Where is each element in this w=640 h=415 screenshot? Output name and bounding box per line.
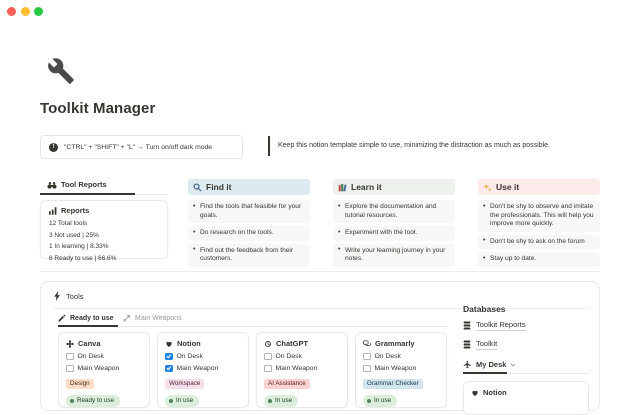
chevron-down-icon	[510, 362, 516, 368]
binoculars-icon	[47, 181, 57, 189]
check-row-on-desk[interactable]	[66, 353, 142, 361]
check-label: Main Weapon	[77, 364, 120, 372]
tab-my-desk-label: My Desk	[476, 360, 507, 369]
tools-header-divider	[53, 308, 589, 309]
tool-card-grammarly[interactable]	[355, 332, 447, 408]
quote-block	[268, 136, 608, 156]
check-row-main-weapon[interactable]	[66, 365, 142, 373]
list-item: • Don't be shy to ask on the forum	[478, 235, 600, 250]
reports-card[interactable]	[40, 200, 168, 262]
callout-text: "CTRL" + "SHIFT" + "L" → Turn on/off dark mode	[64, 143, 213, 151]
report-total-tools: 12 Total tools	[49, 220, 88, 227]
pencil-icon	[58, 314, 66, 322]
list-item: • Stay up to date.	[478, 252, 600, 267]
tab-main-weapons[interactable]	[123, 314, 182, 322]
column-use-it	[478, 179, 600, 270]
plane-icon	[463, 360, 472, 369]
tool-card-title: Notion	[177, 339, 201, 348]
list-item: • Find the tools that feasible for your goals.	[188, 200, 310, 223]
tools-section-title: Tools	[66, 291, 84, 301]
status-badge: In use	[363, 395, 397, 406]
zoom-button[interactable]	[34, 7, 43, 16]
report-ready-to-use: 8 Ready to use | 66.6%	[49, 254, 117, 262]
tool-card-canva[interactable]	[58, 332, 150, 408]
heart-icon	[471, 389, 479, 397]
check-row-main-weapon[interactable]	[264, 365, 340, 373]
my-desk-card-notion[interactable]	[463, 381, 589, 415]
checkbox-checked[interactable]	[165, 365, 173, 373]
checkbox-unchecked[interactable]	[264, 365, 272, 373]
wrench-icon	[47, 57, 75, 85]
database-icon	[463, 321, 471, 330]
use-it-header	[478, 179, 600, 195]
tool-card-title: ChatGPT	[276, 339, 309, 348]
bar-chart-icon	[49, 207, 57, 215]
gallery-active-underline	[58, 325, 118, 327]
flower-icon	[66, 340, 74, 348]
status-badge: In use	[165, 395, 199, 406]
learn-it-header	[333, 179, 455, 195]
check-row-main-weapon[interactable]	[165, 365, 241, 373]
tab-my-desk[interactable]	[463, 360, 516, 369]
column-find-it	[188, 179, 310, 270]
heart-icon	[165, 340, 173, 348]
tab-main-weapons-label: Main Weapons	[135, 314, 182, 322]
tool-card-notion[interactable]	[157, 332, 249, 408]
checkbox-checked[interactable]	[165, 353, 173, 361]
list-item: • Write your learning journey in your notes.	[333, 244, 455, 267]
speech-bubbles-icon	[363, 340, 371, 348]
status-badge: Ready to use	[66, 395, 120, 406]
callout-block[interactable]	[40, 135, 243, 159]
check-label: On Desk	[176, 352, 203, 360]
check-row-on-desk[interactable]	[165, 353, 241, 361]
find-it-header	[188, 179, 310, 195]
check-label: Main Weapon	[275, 364, 318, 372]
quote-text: Keep this notion template simple to use, minimizing the distraction as much as possible.	[278, 142, 550, 149]
list-item: • Find out the feedback from their customers.	[188, 244, 310, 267]
check-row-main-weapon[interactable]	[363, 365, 439, 373]
check-label: Main Weapon	[176, 364, 219, 372]
page-title: Toolkit Manager	[40, 100, 156, 117]
database-link-toolkit-reports[interactable]	[463, 320, 526, 331]
tool-card-title: Notion	[483, 388, 507, 397]
bolt-icon	[53, 291, 61, 301]
close-button[interactable]	[7, 7, 16, 16]
list-item: • Do research on the tools.	[188, 226, 310, 241]
sparkles-icon	[483, 183, 492, 192]
tool-card-title: Canva	[78, 339, 101, 348]
tab-tool-reports-label: Tool Reports	[61, 180, 107, 189]
report-not-used: 3 Not used | 25%	[49, 231, 99, 239]
minimize-button[interactable]	[21, 7, 30, 16]
reports-card-title: Reports	[61, 206, 90, 215]
info-icon: !	[49, 143, 58, 152]
section-divider	[40, 271, 600, 272]
databases-heading: Databases	[463, 304, 506, 314]
my-desk-active-underline	[463, 372, 507, 374]
list-item: • Experiment with the tool.	[333, 226, 455, 241]
tools-container	[40, 281, 600, 411]
list-item: • Explore the documentation and tutorial resources.	[333, 200, 455, 223]
tag-badge: AI Assistance	[264, 379, 310, 390]
check-label: Main Weapon	[374, 364, 417, 372]
tab-ready-to-use[interactable]	[58, 314, 114, 322]
tools-section-header	[53, 291, 84, 301]
openai-icon	[264, 340, 272, 348]
status-badge: In use	[264, 395, 298, 406]
tool-card-title: Grammarly	[375, 339, 415, 348]
check-row-on-desk[interactable]	[264, 353, 340, 361]
find-it-title: Find it	[206, 182, 232, 192]
checkbox-unchecked[interactable]	[66, 353, 74, 361]
use-it-title: Use it	[496, 182, 520, 192]
checkbox-unchecked[interactable]	[363, 353, 371, 361]
check-row-on-desk[interactable]	[363, 353, 439, 361]
dart-icon	[123, 314, 131, 322]
database-icon	[463, 340, 471, 349]
tag-badge: Grammar Checker	[363, 379, 423, 390]
check-label: On Desk	[275, 352, 302, 360]
books-icon	[338, 183, 347, 192]
checkbox-unchecked[interactable]	[264, 353, 272, 361]
report-in-learning: 1 In learning | 8.33%	[49, 243, 109, 250]
tag-badge: Workspace	[165, 379, 204, 390]
tool-card-chatgpt[interactable]	[256, 332, 348, 408]
magnifier-icon	[193, 183, 202, 192]
column-learn-it	[333, 179, 455, 270]
tag-badge: Design	[66, 379, 94, 390]
tab-tool-reports[interactable]	[47, 180, 107, 189]
active-tab-underline	[40, 193, 135, 195]
check-label: On Desk	[77, 352, 104, 360]
database-link-toolkit[interactable]	[463, 339, 497, 350]
list-item: • Don't be shy to observe and imitate the professionals. This will help you improve more quickly.	[478, 200, 600, 232]
window-controls	[7, 7, 43, 16]
checkbox-unchecked[interactable]	[363, 365, 371, 373]
checkbox-unchecked[interactable]	[66, 365, 74, 373]
database-link-label: Toolkit Reports	[476, 320, 526, 329]
database-link-label: Toolkit	[476, 339, 498, 348]
tab-ready-to-use-label: Ready to use	[70, 314, 114, 322]
check-label: On Desk	[374, 352, 401, 360]
learn-it-title: Learn it	[351, 182, 382, 192]
